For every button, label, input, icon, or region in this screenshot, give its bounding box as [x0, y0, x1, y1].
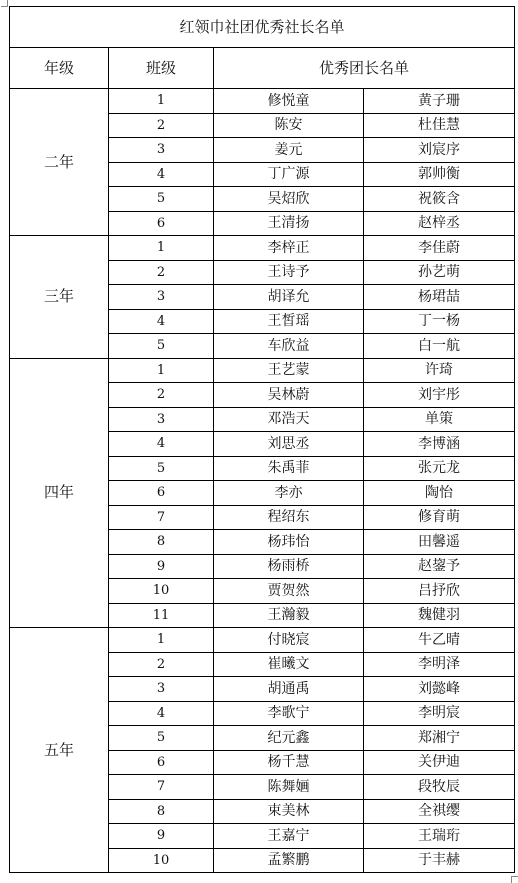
table-row [10, 358, 515, 383]
page-corner-mark [511, 876, 518, 883]
class-cell: 11 [109, 603, 214, 628]
title-row [10, 7, 515, 48]
leader-name-cell: 陈舞婳 [214, 775, 364, 800]
class-cell: 5 [109, 334, 214, 359]
leader-name-cell: 杨玮怡 [214, 530, 364, 555]
class-cell: 9 [109, 554, 214, 579]
leader-name-cell: 车欣益 [214, 334, 364, 359]
leader-name-cell: 王诗予 [214, 260, 364, 285]
class-cell: 5 [109, 187, 214, 212]
class-cell: 5 [109, 726, 214, 751]
leader-name-cell: 于丰赫 [364, 848, 515, 873]
grade-cell: 三年 [10, 236, 109, 359]
class-cell: 8 [109, 530, 214, 555]
leader-name-cell: 杨珺喆 [364, 285, 515, 310]
table-body [10, 7, 515, 873]
class-cell: 2 [109, 113, 214, 138]
leader-name-cell: 王清扬 [214, 211, 364, 236]
leader-name-cell: 杨千慧 [214, 750, 364, 775]
leader-name-cell: 孟繁鹏 [214, 848, 364, 873]
leader-name-cell: 陶怡 [364, 481, 515, 506]
leader-name-cell: 杨雨桥 [214, 554, 364, 579]
leader-name-cell: 吕抒欣 [364, 579, 515, 604]
table-row [10, 236, 515, 261]
class-cell: 1 [109, 628, 214, 653]
table-row [10, 89, 515, 114]
class-cell: 4 [109, 162, 214, 187]
class-cell: 4 [109, 309, 214, 334]
leader-name-cell: 刘宇彤 [364, 383, 515, 408]
header-grade: 年级 [10, 48, 109, 89]
class-cell: 6 [109, 750, 214, 775]
leader-name-cell: 贾贺然 [214, 579, 364, 604]
leader-name-cell: 吴林蔚 [214, 383, 364, 408]
leader-name-cell: 刘宸序 [364, 138, 515, 163]
class-cell: 7 [109, 775, 214, 800]
leader-name-cell: 许琦 [364, 358, 515, 383]
header-names: 优秀团长名单 [214, 48, 515, 89]
class-cell: 9 [109, 824, 214, 849]
leader-name-cell: 朱禹菲 [214, 456, 364, 481]
grade-cell: 二年 [10, 89, 109, 236]
leader-name-cell: 李佳蔚 [364, 236, 515, 261]
leader-name-cell: 刘思丞 [214, 432, 364, 457]
leader-name-cell: 修悦童 [214, 89, 364, 114]
leader-name-cell: 田馨遥 [364, 530, 515, 555]
leader-name-cell: 王艺蒙 [214, 358, 364, 383]
grade-cell: 五年 [10, 628, 109, 873]
class-cell: 7 [109, 505, 214, 530]
leader-name-cell: 王皙瑶 [214, 309, 364, 334]
class-cell: 3 [109, 677, 214, 702]
leader-name-cell: 杜佳慧 [364, 113, 515, 138]
leader-name-cell: 李歌宁 [214, 701, 364, 726]
leader-name-cell: 刘懿峰 [364, 677, 515, 702]
leader-name-cell: 王瀚毅 [214, 603, 364, 628]
leader-name-cell: 丁一杨 [364, 309, 515, 334]
header-row [10, 48, 515, 89]
class-cell: 1 [109, 358, 214, 383]
class-cell: 4 [109, 432, 214, 457]
leader-name-cell: 胡通禹 [214, 677, 364, 702]
leader-name-cell: 黄子珊 [364, 89, 515, 114]
grade-cell: 四年 [10, 358, 109, 628]
class-cell: 2 [109, 652, 214, 677]
leader-name-cell: 赵梓丞 [364, 211, 515, 236]
leader-name-cell: 吴炤欣 [214, 187, 364, 212]
class-cell: 6 [109, 211, 214, 236]
leader-name-cell: 郭帅衡 [364, 162, 515, 187]
leader-name-cell: 李博涵 [364, 432, 515, 457]
leader-name-cell: 程绍东 [214, 505, 364, 530]
class-cell: 8 [109, 799, 214, 824]
leader-name-cell: 牛乙晴 [364, 628, 515, 653]
leader-name-cell: 单策 [364, 407, 515, 432]
table-row [10, 628, 515, 653]
leader-name-cell: 胡译允 [214, 285, 364, 310]
leader-name-cell: 纪元鑫 [214, 726, 364, 751]
leader-name-cell: 段牧辰 [364, 775, 515, 800]
class-cell: 3 [109, 138, 214, 163]
class-cell: 1 [109, 236, 214, 261]
leader-name-cell: 全祺缨 [364, 799, 515, 824]
header-class: 班级 [109, 48, 214, 89]
leader-name-cell: 李明泽 [364, 652, 515, 677]
class-cell: 6 [109, 481, 214, 506]
class-cell: 5 [109, 456, 214, 481]
leader-name-cell: 孙艺萌 [364, 260, 515, 285]
class-cell: 3 [109, 407, 214, 432]
leader-name-cell: 赵鋆予 [364, 554, 515, 579]
class-cell: 1 [109, 89, 214, 114]
leader-name-cell: 邓浩天 [214, 407, 364, 432]
leader-name-cell: 王嘉宁 [214, 824, 364, 849]
leader-name-cell: 姜元 [214, 138, 364, 163]
leader-name-cell: 丁广源 [214, 162, 364, 187]
leader-name-cell: 修育萌 [364, 505, 515, 530]
class-cell: 10 [109, 848, 214, 873]
leader-name-cell: 郑湘宁 [364, 726, 515, 751]
class-cell: 3 [109, 285, 214, 310]
leader-name-cell: 陈安 [214, 113, 364, 138]
club-leaders-table [9, 6, 515, 873]
leader-name-cell: 祝筱含 [364, 187, 515, 212]
class-cell: 2 [109, 383, 214, 408]
class-cell: 2 [109, 260, 214, 285]
leader-name-cell: 白一航 [364, 334, 515, 359]
leader-name-cell: 魏健羽 [364, 603, 515, 628]
leader-name-cell: 崔曦文 [214, 652, 364, 677]
class-cell: 10 [109, 579, 214, 604]
class-cell: 4 [109, 701, 214, 726]
leader-name-cell: 李明宸 [364, 701, 515, 726]
leader-name-cell: 李亦 [214, 481, 364, 506]
leader-name-cell: 束美林 [214, 799, 364, 824]
leader-name-cell: 关伊迪 [364, 750, 515, 775]
leader-name-cell: 王瑞珩 [364, 824, 515, 849]
table-title: 红领巾社团优秀社长名单 [10, 7, 515, 48]
leader-name-cell: 李梓正 [214, 236, 364, 261]
leader-name-cell: 张元龙 [364, 456, 515, 481]
table-anchor-mark [1, 0, 8, 7]
leader-name-cell: 付晓宸 [214, 628, 364, 653]
